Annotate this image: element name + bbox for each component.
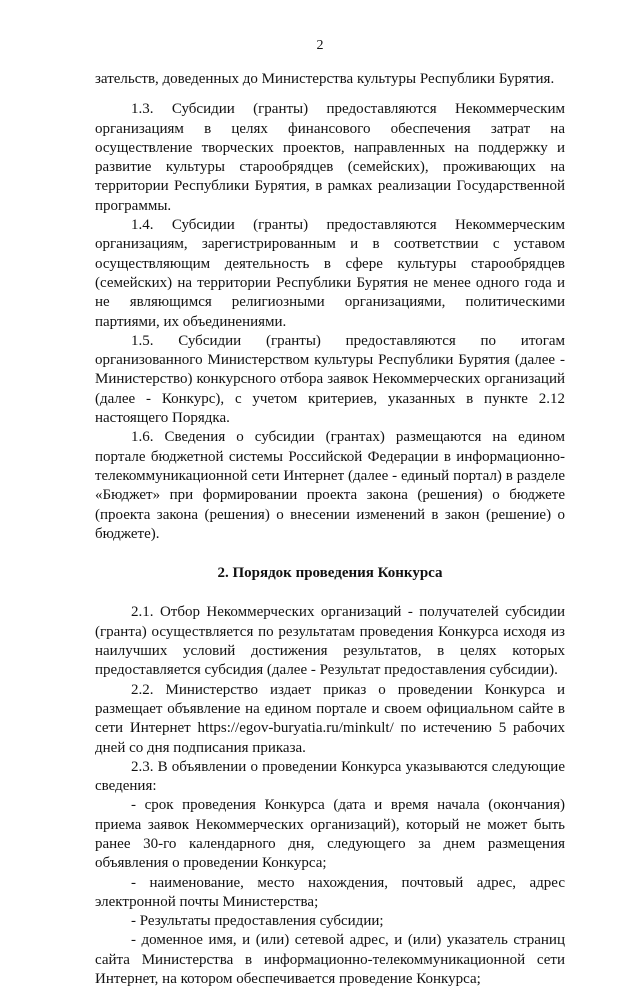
list-item-term: - срок проведения Конкурса (дата и время начала (окончания) приема заявок Некоммерческих организаций), который не может быть ранее 30-го календарного дня, следующего за днем размещения объявления о проведении Конкурса; [95,797,565,872]
paragraph-1-3: 1.3. Субсидии (гранты) предоставляются Некоммерческим организациям в целях финансового обеспечения затрат на осуществление творческих проектов, направленных на поддержку и развитие культуры старообрядцев (семейских), проживающих на территории Республики Бурятия, в рамках реализации Государственной программы. [95,101,565,214]
list-item-domain: - доменное имя, и (или) сетевой адрес, и (или) указатель страниц сайта Министерства в информационно-телекоммуникационной сети Интернет, на котором обеспечивается проведение Конкурса; [95,932,565,988]
list-item-results: - Результаты предоставления субсидии; [131,913,384,930]
section-heading: 2. Порядок проведения Конкурса [217,565,443,582]
paragraph-2-1: 2.1. Отбор Некоммерческих организаций - получателей субсидии (гранта) осуществляется по результатам проведения Конкурса исходя из наилучших условий достижения результатов, в целях которых предоставляется субсидия (далее - Результат предоставления субсидии). [95,604,565,679]
paragraph-1-4: 1.4. Субсидии (гранты) предоставляются Некоммерческим организациям, зарегистрированным и в соответствии с уставом осуществляющим деятельность в сфере культуры старообрядцев (семейских) на территории Республики Бурятия не менее одного года и не являющимся религиозными организациями, политическими партиями, их объединениями. [95,217,565,330]
paragraph-2-2: 2.2. Министерство издает приказ о проведении Конкурса и размещает объявление на едином портале и своем официальном сайте в сети Интернет https://egov-buryatia.ru/minkult/ по истечению 5 рабочих дней со дня подписания приказа. [95,681,565,756]
paragraph-1-6: 1.6. Сведения о субсидии (грантах) размещаются на едином портале бюджетной системы Российской Федерации в информационно-телекоммуникационной сети Интернет (далее - единый портал) в разделе «Бюджет» при формировании проекта закона (решения) о бюджете (проекта закона (решения) о внесении изменений в закон (решение) о бюджете). [95,429,565,542]
page-number: 2 [316,38,324,53]
paragraph-continuation: зательств, доведенных до Министерства культуры Республики Бурятия. [95,71,555,87]
paragraph-1-5: 1.5. Субсидии (гранты) предоставляются по итогам организованного Министерством культуры Республики Бурятия (далее - Министерство) конкурсного отбора заявок Некоммерческих организаций (далее - Конкурс), с учетом критериев, указанных в пункте 2.12 настоящего Порядка. [95,332,565,427]
list-item-address: - наименование, место нахождения, почтовый адрес, адрес электронной почты Министерства; [95,874,565,910]
paragraph-2-3: 2.3. В объявлении о проведении Конкурса указываются следующие сведения: [95,758,565,795]
document-body [95,70,565,989]
